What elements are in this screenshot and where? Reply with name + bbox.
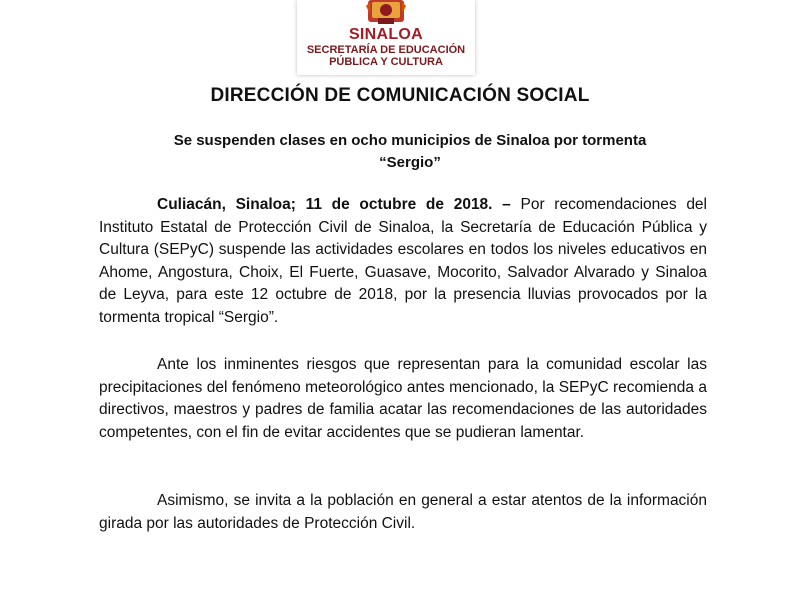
state-coat-of-arms-icon xyxy=(364,0,408,26)
dateline: Culiacán, Sinaloa; 11 de octubre de 2018. – xyxy=(157,196,511,213)
page-title: DIRECCIÓN DE COMUNICACIÓN SOCIAL xyxy=(210,85,590,106)
paragraph-1-body: Por recomendaciones del Instituto Estatal de Protección Civil de Sinaloa, la Secretaría de Educación Pública y Cultura (SEPyC) suspende las actividades escolares en todos los niveles educativos en Ahome, Angostura, Choix, El Fuerte, Guasave, Mocorito, Salvador Alvarado y Sinaloa de Leyva, para este 12 octubre de 2018, por la presencia lluvias provocados por la tormenta tropical “Sergio”. xyxy=(99,196,708,326)
logo-name: SINALOA xyxy=(348,26,424,43)
paragraph-2: Ante los inminentes riesgos que representan para la comunidad escolar las precipitaciones del fenómeno meteorológico antes mencionado, la SEPyC recomienda a directivos, maestros y padres de familia acatar las recomendaciones de las autoridades competentes, con el fin de evitar accidentes que se pudieran lamentar. xyxy=(99,356,707,441)
press-release-headline xyxy=(110,130,710,174)
sepyc-logo xyxy=(297,0,475,75)
headline-line2: “Sergio” xyxy=(379,154,441,171)
logo-subtitle-line2: PÚBLICA Y CULTURA xyxy=(329,56,443,68)
paragraph-1 xyxy=(99,194,707,329)
headline-line1: Se suspenden clases en ocho municipios de Sinaloa por tormenta xyxy=(173,132,647,149)
logo-subtitle-line1: SECRETARÍA DE EDUCACIÓN xyxy=(306,44,466,56)
paragraph-3: Asimismo, se invita a la población en general a estar atentos de la información girada por las autoridades de Protección Civil. xyxy=(99,492,707,532)
